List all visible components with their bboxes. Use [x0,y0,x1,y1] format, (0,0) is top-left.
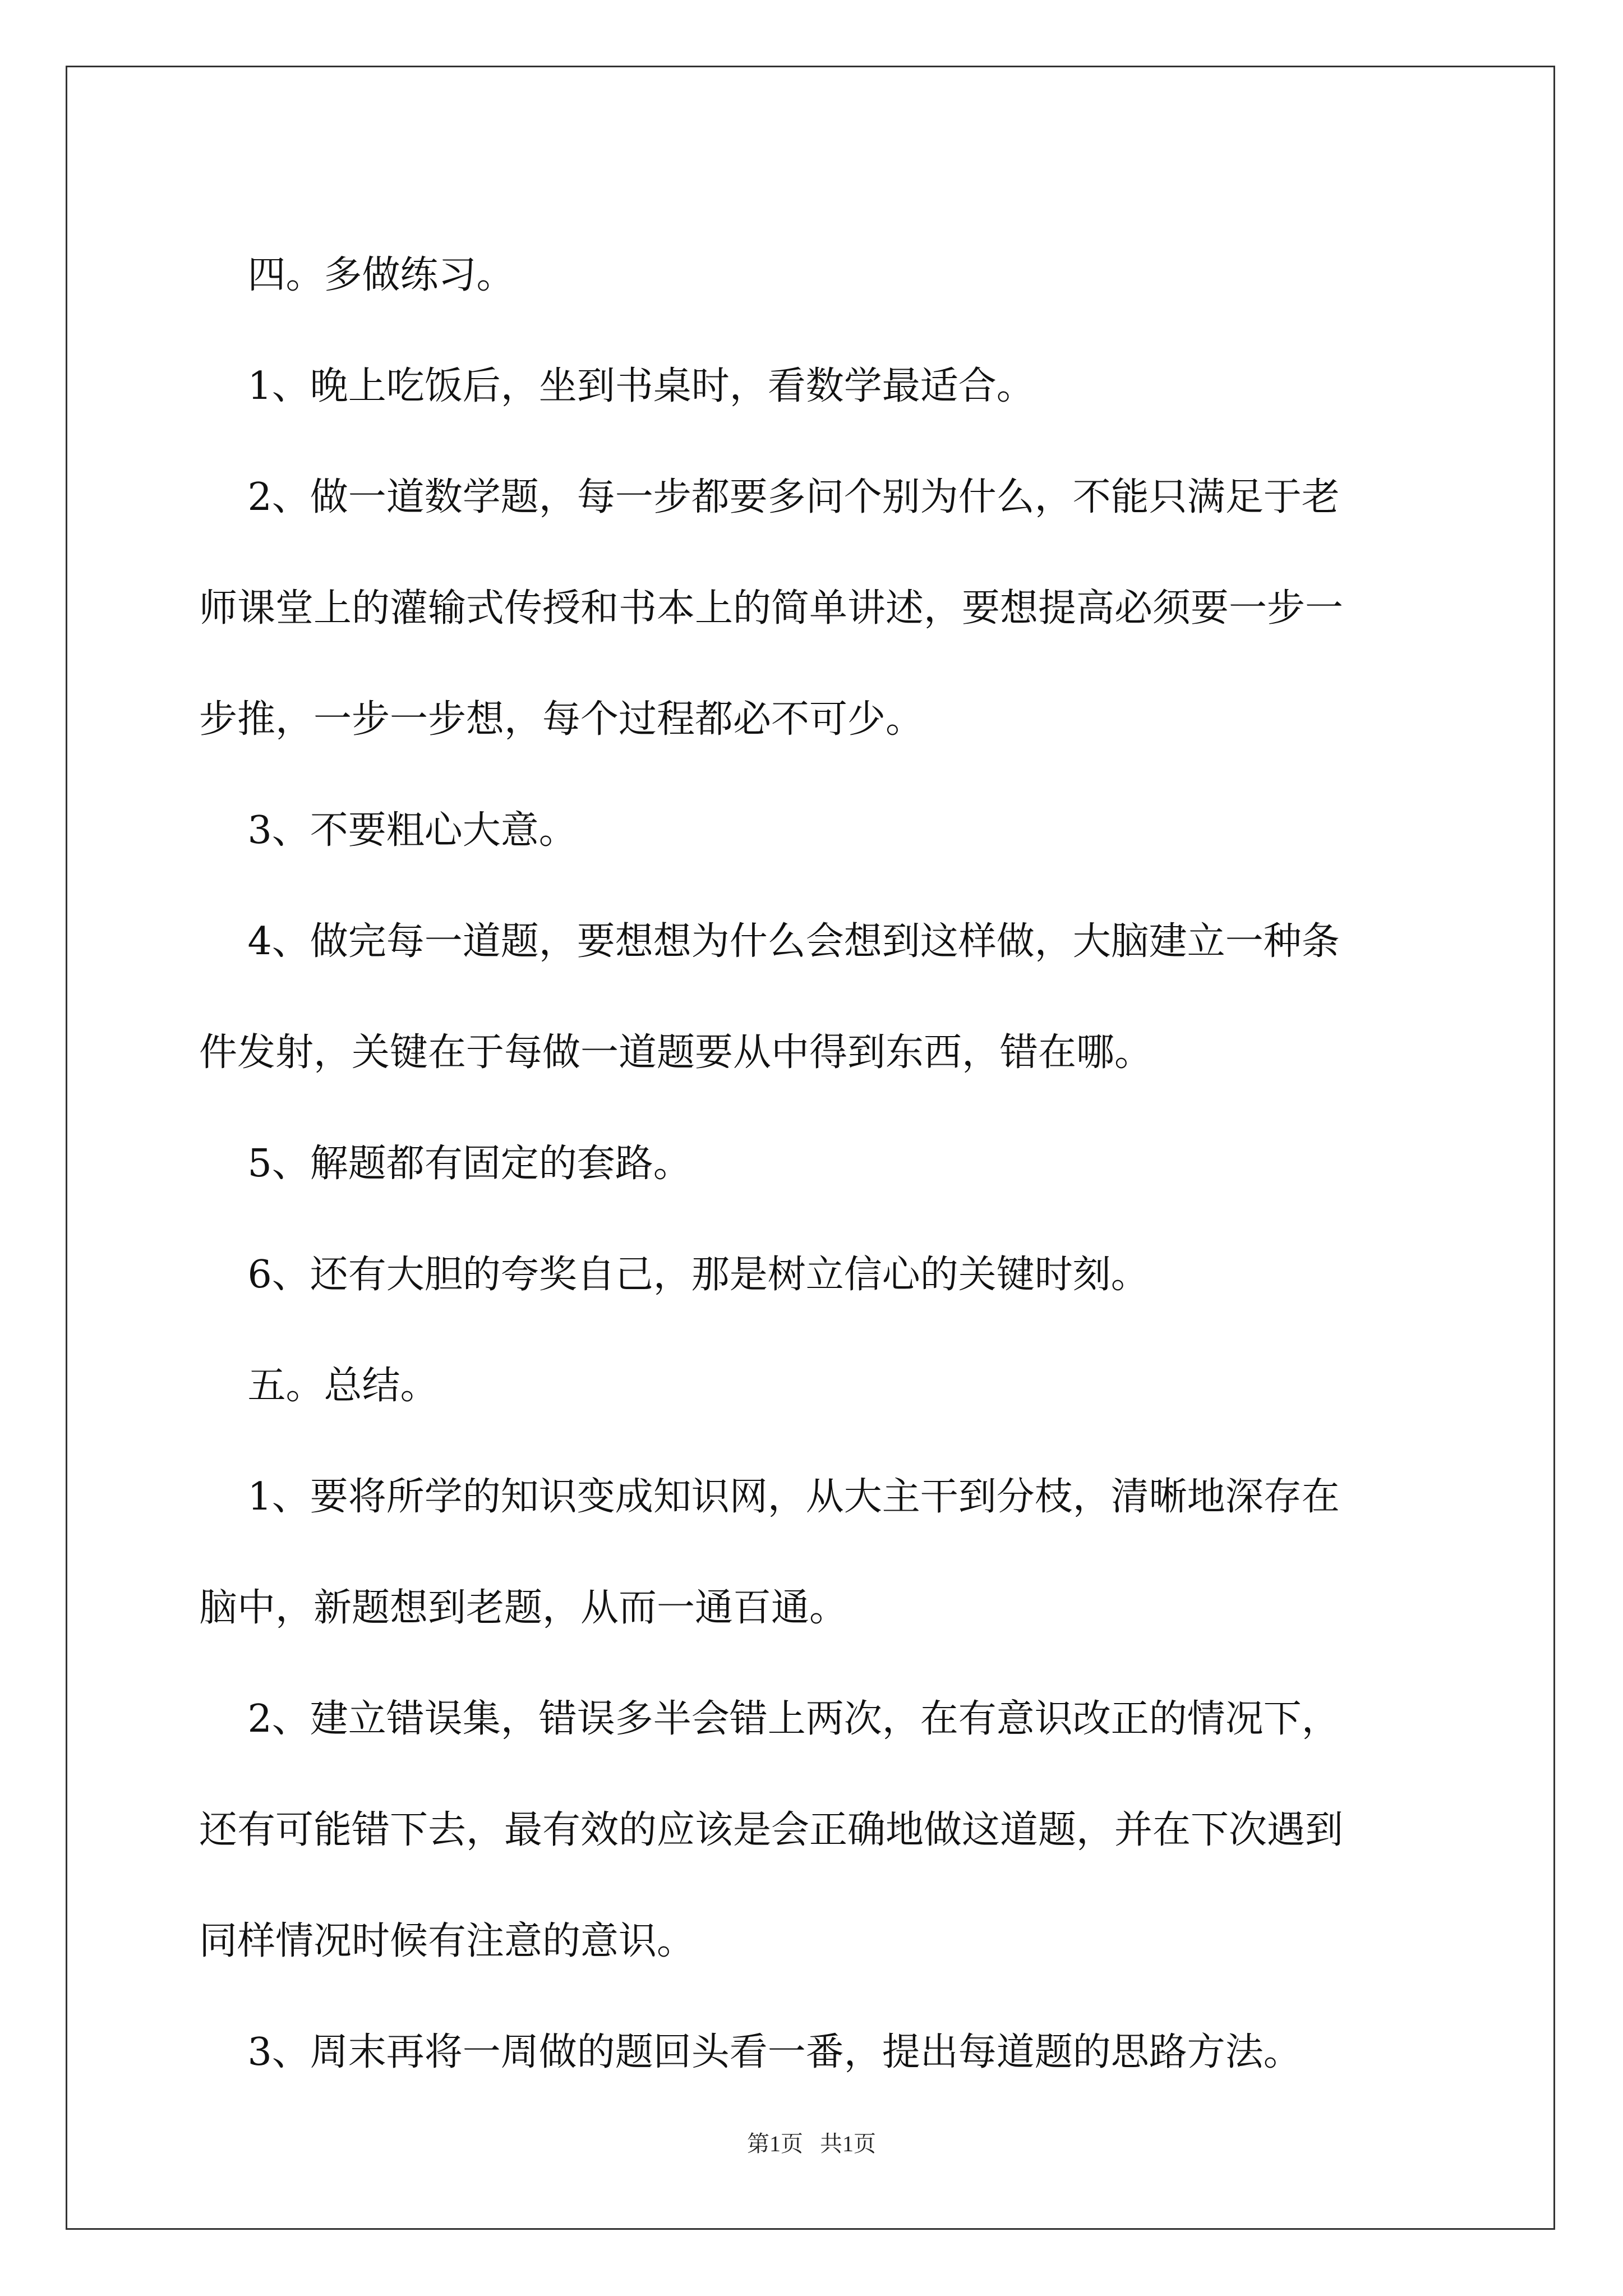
text-line: 脑中，新题想到老题，从而一通百通。 [199,1586,848,1630]
text-line: 2、建立错误集，错误多半会错上两次，在有意识改正的情况下， [199,1697,1340,1741]
text-line: 3、周末再将一周做的题回头看一番，提出每道题的思路方法。 [199,2030,1302,2074]
text-line: 件发射，关键在于每做一道题要从中得到东西，错在哪。 [199,1030,1153,1075]
text-line: 6、还有大胆的夸奖自己，那是树立信心的关键时刻。 [199,1253,1149,1297]
text-line: 四。多做练习。 [199,253,515,297]
text-line: 还有可能错下去，最有效的应该是会正确地做这道题，并在下次遇到 [199,1808,1344,1852]
text-line: 5、解题都有固定的套路。 [199,1142,691,1186]
text-line: 1、晚上吃饭后，坐到书桌时，看数学最适合。 [199,364,1035,408]
text-line: 步推，一步一步想，每个过程都必不可少。 [199,697,924,742]
document-body [199,220,1455,2108]
text-line: 五。总结。 [199,1364,439,1408]
text-line: 同样情况时候有注意的意识。 [199,1919,695,1963]
text-line: 1、要将所学的知识变成知识网，从大主干到分枝，清晰地深存在 [199,1475,1340,1519]
text-line: 师课堂上的灌输式传授和书本上的简单讲述，要想提高必须要一步一 [199,586,1344,631]
text-line: 4、做完每一道题，要想想为什么会想到这样做，大脑建立一种条 [199,919,1340,964]
text-line: 3、不要粗心大意。 [199,808,577,853]
text-line: 2、做一道数学题，每一步都要多问个别为什么，不能只满足于老 [199,475,1340,519]
page-number-footer: 第1页 共1页 [747,2131,876,2156]
